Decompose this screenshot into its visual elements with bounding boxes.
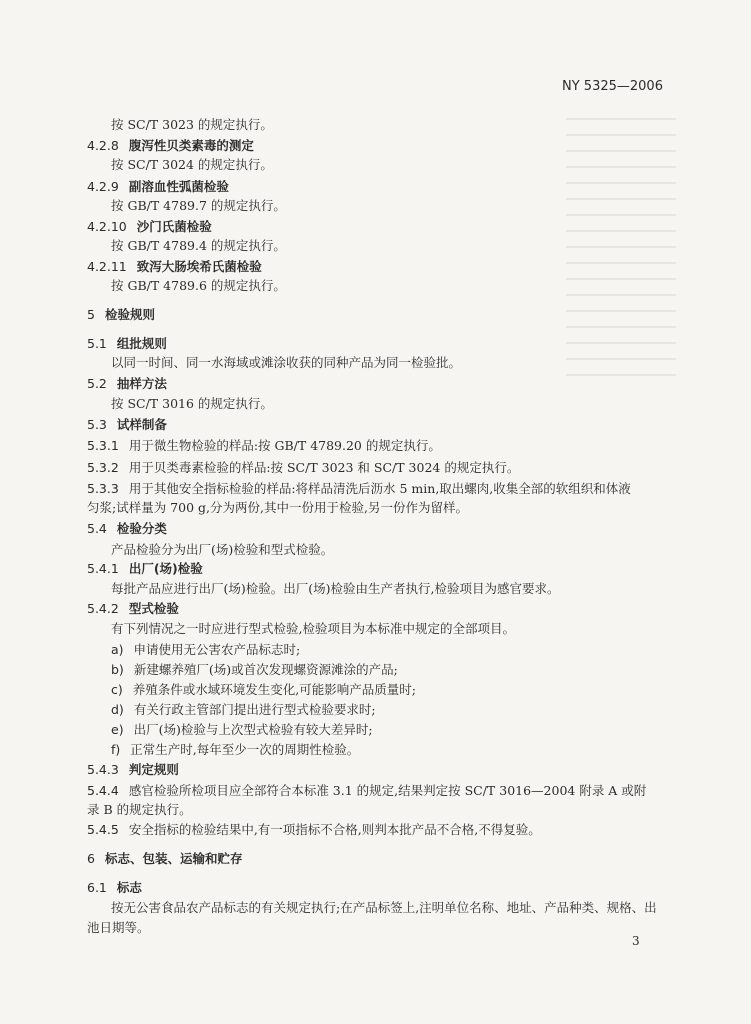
body-line: 按 SC/T 3024 的规定执行。 <box>111 157 273 172</box>
body-line: 匀浆;试样量为 700 g,分为两份,其中一份用于检验,另一份作为留样。 <box>87 500 468 515</box>
body-line: 按 SC/T 3016 的规定执行。 <box>111 396 273 411</box>
list-item-b: b) 新建螺养殖厂(场)或首次发现螺资源滩涂的产品; <box>111 662 398 677</box>
list-item-f: f) 正常生产时,每年至少一次的周期性检验。 <box>111 742 360 757</box>
body-line: 有下列情况之一时应进行型式检验,检验项目为本标准中规定的全部项目。 <box>111 621 515 636</box>
section-heading-5-2: 5.2 抽样方法 <box>87 376 167 391</box>
page-number: 3 <box>632 934 640 948</box>
clause-5-4-4: 5.4.4 感官检验所检项目应全部符合本标准 3.1 的规定,结果判定按 SC/T 3016—2004 附录 A 或附 <box>87 783 647 798</box>
section-heading-5-4-3: 5.4.3 判定规则 <box>87 762 179 777</box>
body-line: 录 B 的规定执行。 <box>87 802 192 817</box>
list-item-c: c) 养殖条件或水域环境发生变化,可能影响产品质量时; <box>111 682 416 697</box>
body-line: 按 SC/T 3023 的规定执行。 <box>111 117 273 132</box>
section-heading-5-1: 5.1 组批规则 <box>87 336 167 351</box>
list-item-e: e) 出厂(场)检验与上次型式检验有较大差异时; <box>111 722 373 737</box>
section-heading-5-4-2: 5.4.2 型式检验 <box>87 601 179 616</box>
bleed-through-shadow <box>566 118 676 378</box>
section-heading-5-3: 5.3 试样制备 <box>87 417 167 432</box>
section-heading-4-2-8: 4.2.8 腹泻性贝类素毒的测定 <box>87 138 254 153</box>
body-line: 按 GB/T 4789.4 的规定执行。 <box>111 238 286 253</box>
standard-code: NY 5325—2006 <box>562 79 663 94</box>
body-line: 以同一时间、同一水海域或滩涂收获的同种产品为同一检验批。 <box>111 355 462 370</box>
section-heading-4-2-10: 4.2.10 沙门氏菌检验 <box>87 219 212 234</box>
body-line: 产品检验分为出厂(场)检验和型式检验。 <box>111 542 334 557</box>
body-line: 按无公害食品农产品标志的有关规定执行;在产品标签上,注明单位名称、地址、产品种类、规格、出 <box>111 900 657 915</box>
body-line: 每批产品应进行出厂(场)检验。出厂(场)检验由生产者执行,检验项目为感官要求。 <box>111 581 560 596</box>
body-line: 按 GB/T 4789.7 的规定执行。 <box>111 198 286 213</box>
list-item-d: d) 有关行政主管部门提出进行型式检验要求时; <box>111 702 376 717</box>
clause-5-3-3: 5.3.3 用于其他安全指标检验的样品:将样品清洗后沥水 5 min,取出螺肉,收集全部的软组织和体液 <box>87 481 631 496</box>
body-line: 按 GB/T 4789.6 的规定执行。 <box>111 278 286 293</box>
section-heading-6: 6 标志、包装、运输和贮存 <box>87 851 243 866</box>
clause-5-4-5: 5.4.5 安全指标的检验结果中,有一项指标不合格,则判本批产品不合格,不得复验。 <box>87 822 541 837</box>
body-line: 池日期等。 <box>87 920 150 935</box>
section-heading-5-4: 5.4 检验分类 <box>87 521 167 536</box>
section-heading-6-1: 6.1 标志 <box>87 880 142 895</box>
clause-5-3-2: 5.3.2 用于贝类毒素检验的样品:按 SC/T 3023 和 SC/T 3024 的规定执行。 <box>87 460 520 475</box>
section-heading-4-2-11: 4.2.11 致泻大肠埃希氏菌检验 <box>87 259 262 274</box>
section-heading-5-4-1: 5.4.1 出厂(场)检验 <box>87 561 203 576</box>
section-heading-4-2-9: 4.2.9 副溶血性弧菌检验 <box>87 179 229 194</box>
clause-5-3-1: 5.3.1 用于微生物检验的样品:按 GB/T 4789.20 的规定执行。 <box>87 438 441 453</box>
list-item-a: a) 申请使用无公害农产品标志时; <box>111 642 301 657</box>
section-heading-5: 5 检验规则 <box>87 307 155 322</box>
